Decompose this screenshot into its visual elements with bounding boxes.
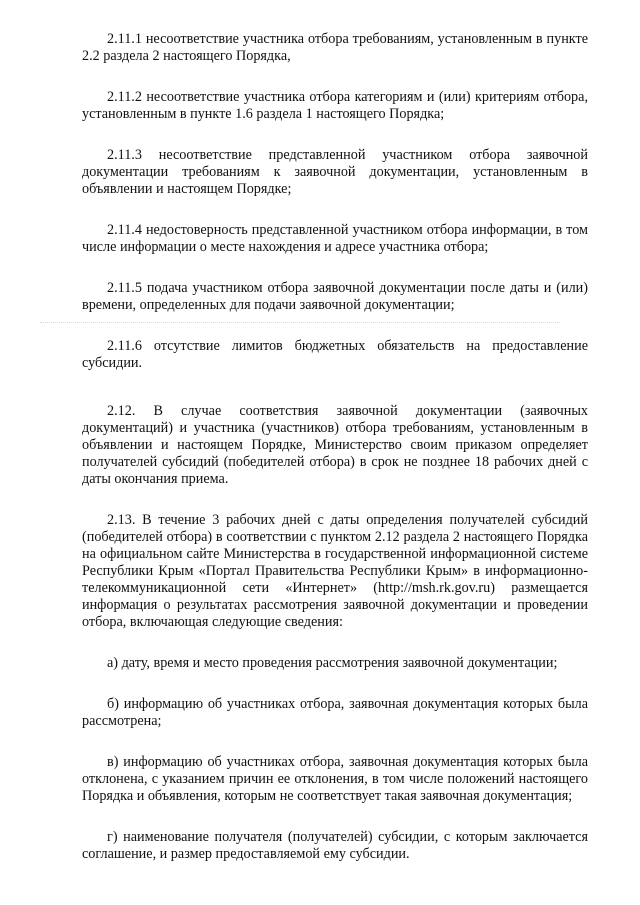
item-b: б) информацию об участниках отбора, заявочная документация которых была рассмотрена; <box>82 696 588 729</box>
clause-2-12: 2.12. В случае соответствия заявочной документации (заявочных документаций) и участника (участников) отбора требованиям, установленным в объявлении и настоящем Порядке, Министерство своим приказом определяет получателей субсидий (победителей отбора) в срок не позднее 18 рабочих дней с даты окончания приема. <box>82 403 588 487</box>
item-g: г) наименование получателя (получателей) субсидии, с которым заключается соглашение, и размер предоставляемой ему субсидии. <box>82 829 588 862</box>
clause-2-11-2: 2.11.2 несоответствие участника отбора категориям и (или) критериям отбора, установленным в пункте 1.6 раздела 1 настоящего Порядка; <box>82 89 588 122</box>
clause-2-11-1: 2.11.1 несоответствие участника отбора требованиям, установленным в пункте 2.2 раздела 2 настоящего Порядка, <box>82 31 588 64</box>
clause-2-11-4: 2.11.4 недостоверность представленной участником отбора информации, в том числе информации о месте нахождения и адресе участника отбора; <box>82 222 588 255</box>
item-a: а) дату, время и место проведения рассмотрения заявочной документации; <box>107 655 558 671</box>
document-body <box>82 31 588 887</box>
clause-2-11-3: 2.11.3 несоответствие представленной участником отбора заявочной документации требованиям к заявочной документации, установленным в объявлении и настоящем Порядке; <box>82 147 588 197</box>
clause-2-13: 2.13. В течение 3 рабочих дней с даты определения получателей субсидий (победителей отбора) в соответствии с пунктом 2.12 раздела 2 настоящего Порядка на официальном сайте Министерства в государственной информационной системе Республики Крым «Портал Правительства Республики Крым» в информационно-телекоммуникационной сети «Интернет» (http://msh.rk.gov.ru) размещается информация о результатах рассмотрения заявочной документации и проведении отбора, включающая следующие сведения: <box>82 512 588 630</box>
clause-2-11-6: 2.11.6 отсутствие лимитов бюджетных обязательств на предоставление субсидии. <box>82 338 588 371</box>
clause-2-11-5: 2.11.5 подача участником отбора заявочной документации после даты и (или) времени, определенных для подачи заявочной документации; <box>82 280 588 313</box>
item-v: в) информацию об участниках отбора, заявочная документация которых была отклонена, с указанием причин ее отклонения, в том числе положений настоящего Порядка и объявления, которым не соответствует такая заявочная документация; <box>82 754 588 804</box>
